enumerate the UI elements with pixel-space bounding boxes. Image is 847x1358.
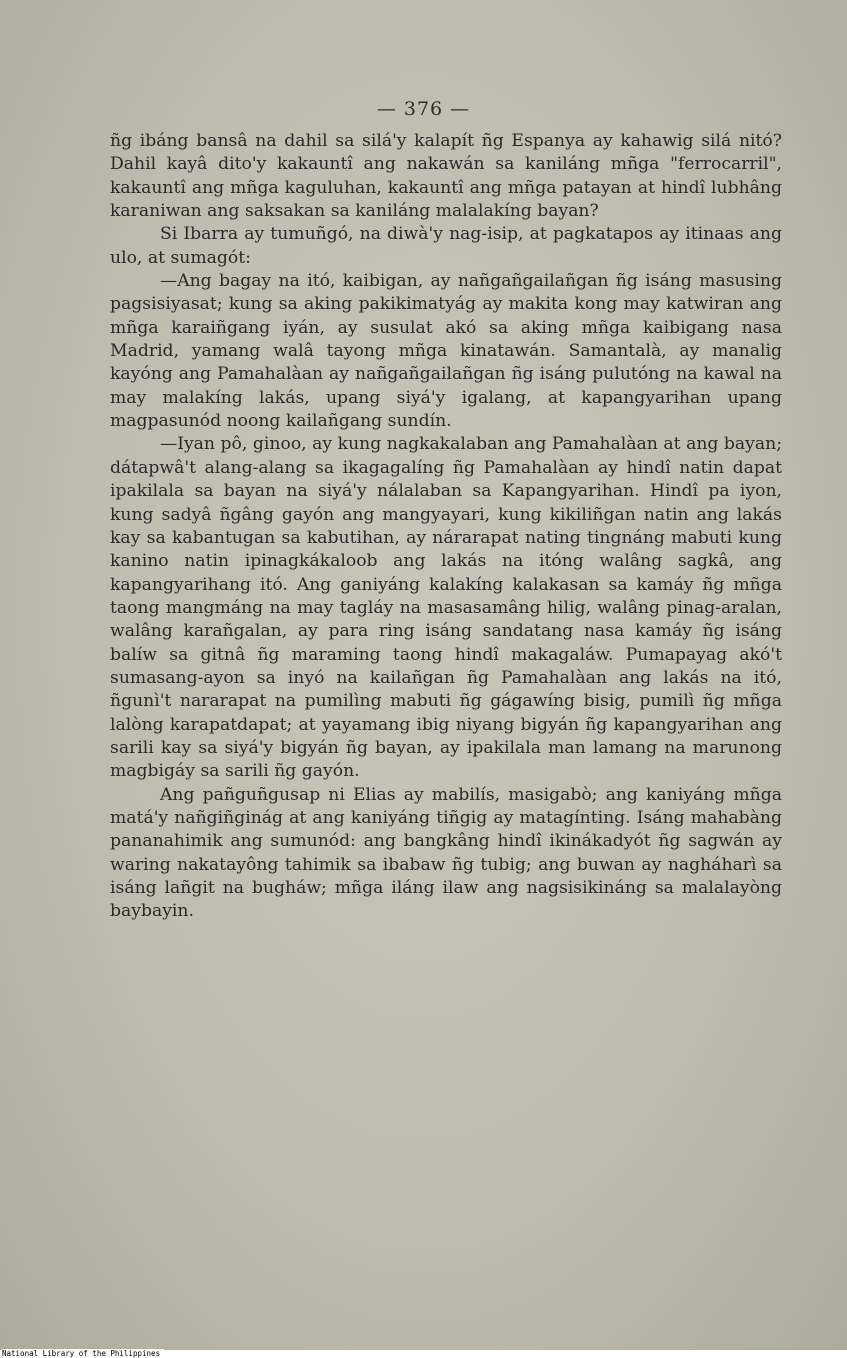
paragraph-1: ñg ibáng bansâ na dahil sa silá'y kalapít ñg Espanya ay kahawig silá nitó? Dahil kayâ dito'y kakauntî ang nakawán sa kaniláng mñga "ferrocarril", kakauntî ang mñga kaguluhan, kakauntî ang mñga patayan at hindî lubhâng karaniwan ang saksakan sa kaniláng malalakíng bayan? [110, 131, 782, 222]
paragraph-5: Ang pañguñgusap ni Elias ay mabilís, masigabò; ang kaniyáng mñga matá'y nañgiñginág at ang kaniyáng tiñgig ay matagínting. Isáng mahabàng pananahimik ang sumunód: ang bangkâng hindî ikinákadyót ñg sagwán ay waring nakatayông tahimik sa ibabaw ñg tubig; ang buwan ay nagháharì sa isáng lañgit na bugháw; mñga iláng ilaw ang nagsisikináng sa malalayòng baybayin. [110, 784, 782, 922]
paragraph-4: —Iyan pô, ginoo, ay kung nagkakalaban ang Pamahalàan at ang bayan; dátapwâ't alang-alang sa ikagagalíng ñg Pamahalàan ay hindî natin dapat ipakilala sa bayan na siyá'y nálalaban sa Kapangyarihan. Hindî pa iyon, kung sadyâ ñgâng gayón ang mangyayari, kung kikiliñgan natin ang lakás kay sa kabantugan sa kabutihan, ay nárarapat nating tingnáng mabuti kung kanino natin ipinagkákaloob ang lakás na itóng walâng sagkâ, ang kapangyarihang itó. Ang ganiyáng kalakíng kalakasan sa kamáy ñg mñga taong mangmáng na may tagláy na masasamâng hilig, walâng pinag-aralan, walâng karañgalan, ay para ring isáng sandatang nasa kamáy ñg isáng balíw sa gitnâ ñg maraming taong hindî makagaláw. Pumapayag akó't sumasang-ayon sa inyó na kailañgan ñg Pamahalàan ang lakás na itó, ñgunì't nararapat na pumilìng mabuti ñg gágawíng bisig, pumilì ñg mñga lalòng karapatdapat; at yayamang ibig niyang bigyán ñg kapangyarihan ang sarili kay sa siyá'y bigyán ñg bayan, ay ipakilala man lamang na marunong magbigáy sa sarili ñg gayón. [110, 434, 782, 782]
paragraph-2: Si Ibarra ay tumuñgó, na diwà'y nag-isip, at pagkatapos ay itinaas ang ulo, at sumagót: [110, 224, 782, 268]
library-credit: National Library of the Philippines [2, 1349, 164, 1358]
page-number: — 376 — [376, 98, 471, 120]
paragraph-3: —Ang bagay na itó, kaibigan, ay nañgañgailañgan ñg isáng masusing pagsisiyasat; kung sa aking pakikimatyág ay makita kong may katwiran ang mñga karaiñgang iyán, ay susulat akó sa aking mñga kaibigang nasa Madrid, yamang walâ tayong mñga kinatawán. Samantalà, ay manalig kayóng ang Pamahalàan ay nañgañgailañgan ñg isáng pulutóng na kawal na may malakíng lakás, upang siyá'y igalang, at kapangyarihan upang magpasunód noong kailañgang sundín. [110, 271, 782, 432]
body-text [110, 130, 782, 924]
